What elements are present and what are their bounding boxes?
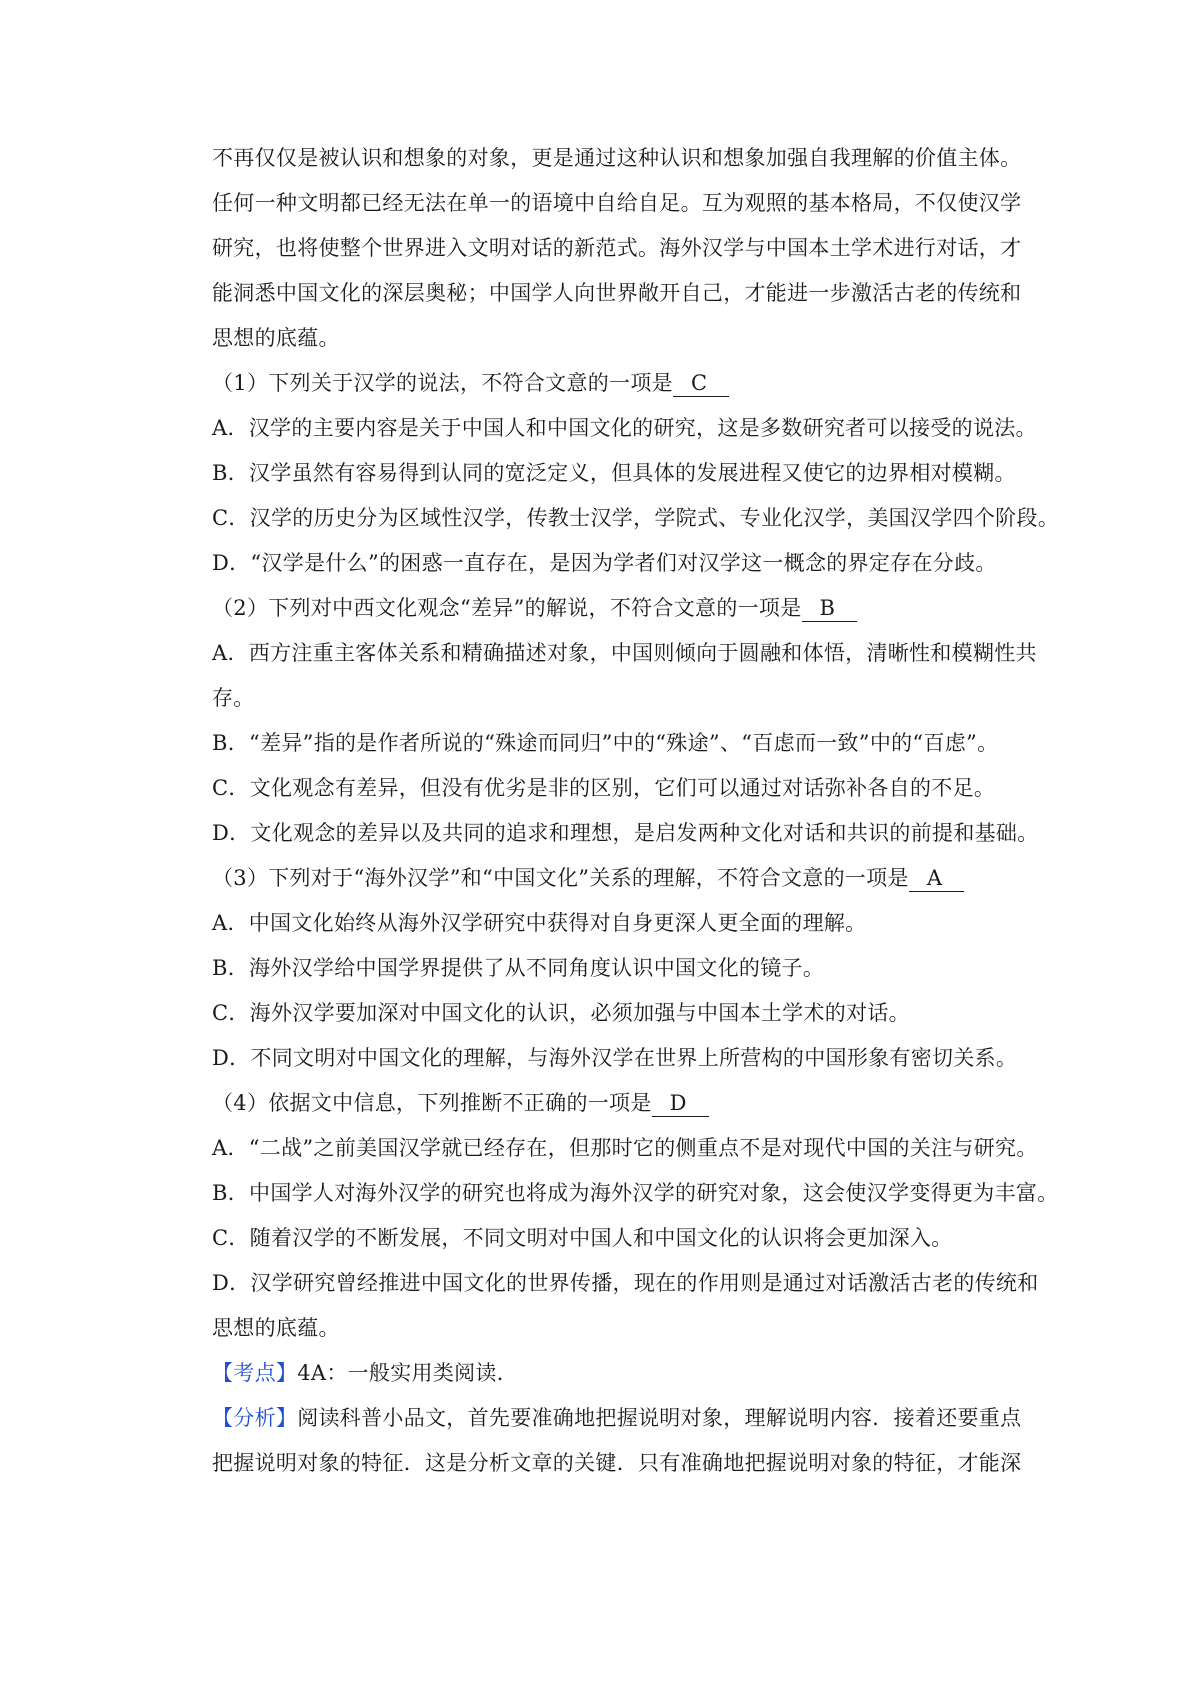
- answer-blank: B: [802, 595, 858, 622]
- fenxi-continued: 把握说明对象的特征．这是分析文章的关键．只有准确地把握说明对象的特征，才能深: [212, 1451, 1022, 1475]
- option-a: A．中国文化始终从海外汉学研究中获得对自身更深人更全面的理解。: [212, 911, 867, 935]
- answer-blank: C: [673, 370, 729, 397]
- option-a: A．“二战”之前美国汉学就已经存在，但那时它的侧重点不是对现代中国的关注与研究。: [212, 1136, 1038, 1160]
- question-4-stem: [212, 1088, 1052, 1118]
- passage-line: 能洞悉中国文化的深层奥秘；中国学人向世界敞开自己，才能进一步激活古老的传统和: [212, 281, 1022, 305]
- passage-line: 思想的底蕴。: [212, 326, 340, 350]
- question-2-stem: [212, 593, 1052, 623]
- question-stem-text: （1）下列关于汉学的说法，不符合文意的一项是: [212, 371, 673, 395]
- kaodian-line: [212, 1358, 1052, 1388]
- answer-blank: D: [652, 1090, 709, 1117]
- question-stem-text: （4）依据文中信息，下列推断不正确的一项是: [212, 1091, 652, 1115]
- option-d: D．不同文明对中国文化的理解，与海外汉学在世界上所营构的中国形象有密切关系。: [212, 1046, 1018, 1070]
- fenxi-tag: 【分析】: [212, 1406, 298, 1430]
- question-stem-text: （3）下列对于“海外汉学”和“中国文化”关系的理解，不符合文意的一项是: [212, 866, 909, 890]
- option-c: C．随着汉学的不断发展，不同文明对中国人和中国文化的认识将会更加深入。: [212, 1226, 953, 1250]
- option-a: A．西方注重主客体关系和精确描述对象，中国则倾向于圆融和体悟，清晰性和模糊性共: [212, 641, 1037, 665]
- option-d-continued: 思想的底蕴。: [212, 1316, 340, 1340]
- kaodian-tag: 【考点】: [212, 1361, 298, 1385]
- passage-line: 任何一种文明都已经无法在单一的语境中自给自足。互为观照的基本格局，不仅使汉学: [212, 191, 1022, 215]
- option-b: B．中国学人对海外汉学的研究也将成为海外汉学的研究对象，这会使汉学变得更为丰富。: [212, 1181, 1059, 1205]
- option-c: C．汉学的历史分为区域性汉学，传教士汉学，学院式、专业化汉学，美国汉学四个阶段。: [212, 506, 1060, 530]
- option-c: C．海外汉学要加深对中国文化的认识，必须加强与中国本土学术的对话。: [212, 1001, 910, 1025]
- passage-line: 不再仅仅是被认识和想象的对象，更是通过这种认识和想象加强自我理解的价值主体。: [212, 146, 1022, 170]
- option-a-continued: 存。: [212, 686, 255, 710]
- option-d: D．汉学研究曾经推进中国文化的世界传播，现在的作用则是通过对话激活古老的传统和: [212, 1271, 1039, 1295]
- question-3-stem: [212, 863, 1052, 893]
- kaodian-text: 4A：一般实用类阅读．: [297, 1361, 519, 1385]
- option-c: C．文化观念有差异，但没有优劣是非的区别，它们可以通过对话弥补各自的不足。: [212, 776, 996, 800]
- option-a: A．汉学的主要内容是关于中国人和中国文化的研究，这是多数研究者可以接受的说法。: [212, 416, 1037, 440]
- option-d: D．“汉学是什么”的困惑一直存在，是因为学者们对汉学这一概念的界定存在分歧。: [212, 551, 997, 575]
- passage-line: 研究，也将使整个世界进入文明对话的新范式。海外汉学与中国本土学术进行对话，才: [212, 236, 1022, 260]
- fenxi-text: 阅读科普小品文，首先要准确地把握说明对象，理解说明内容．接着还要重点: [297, 1406, 1022, 1430]
- option-d: D．文化观念的差异以及共同的追求和理想，是启发两种文化对话和共识的前提和基础。: [212, 821, 1039, 845]
- question-stem-text: （2）下列对中西文化观念“差异”的解说，不符合文意的一项是: [212, 596, 802, 620]
- fenxi-line: [212, 1403, 1052, 1433]
- option-b: B．海外汉学给中国学界提供了从不同角度认识中国文化的镜子。: [212, 956, 825, 980]
- option-b: B．汉学虽然有容易得到认同的宽泛定义，但具体的发展进程又使它的边界相对模糊。: [212, 461, 1016, 485]
- answer-blank: A: [909, 865, 964, 892]
- option-b: B．“差异”指的是作者所说的“殊途而同归”中的“殊途”、“百虑而一致”中的“百虑”。: [212, 731, 999, 755]
- question-1-stem: [212, 368, 1052, 398]
